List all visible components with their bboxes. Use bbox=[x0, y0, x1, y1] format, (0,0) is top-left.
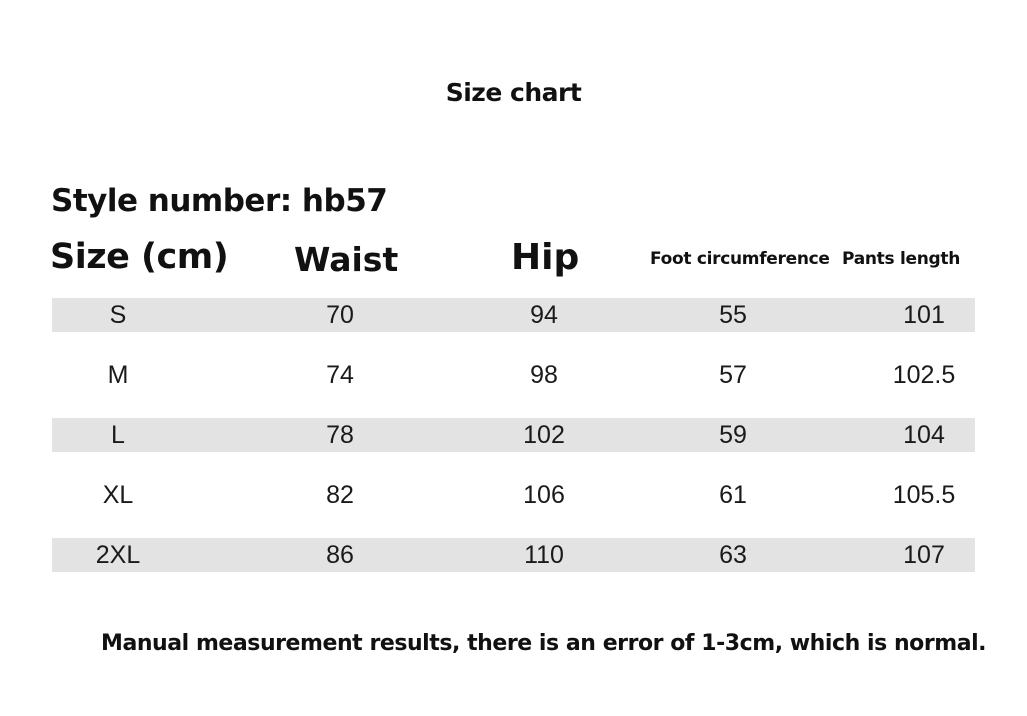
cell-hip: 102 bbox=[523, 421, 565, 449]
table-row bbox=[52, 358, 975, 392]
cell-length: 101 bbox=[903, 301, 945, 329]
cell-size: L bbox=[111, 421, 125, 449]
cell-hip: 98 bbox=[530, 361, 558, 389]
header-size: Size (cm) bbox=[50, 237, 229, 277]
cell-length: 105.5 bbox=[892, 481, 956, 509]
cell-length: 104 bbox=[903, 421, 945, 449]
table-row bbox=[52, 418, 975, 452]
measurement-note: Manual measurement results, there is an error of 1-3cm, which is normal. bbox=[101, 631, 987, 656]
cell-length: 107 bbox=[903, 541, 945, 569]
table-row bbox=[52, 478, 975, 512]
cell-foot: 57 bbox=[719, 361, 747, 389]
cell-length: 102.5 bbox=[892, 361, 956, 389]
table-row bbox=[52, 538, 975, 572]
cell-size: 2XL bbox=[95, 541, 141, 569]
cell-size: XL bbox=[102, 481, 134, 509]
cell-foot: 59 bbox=[719, 421, 747, 449]
cell-size: M bbox=[107, 361, 129, 389]
cell-waist: 74 bbox=[326, 361, 354, 389]
cell-foot: 61 bbox=[719, 481, 747, 509]
header-foot-circumference: Foot circumference bbox=[650, 249, 830, 269]
header-hip: Hip bbox=[511, 237, 580, 278]
style-number: Style number: hb57 bbox=[51, 183, 388, 219]
size-chart-title: Size chart bbox=[445, 78, 582, 107]
cell-hip: 110 bbox=[524, 541, 564, 569]
cell-foot: 55 bbox=[719, 301, 747, 329]
cell-hip: 94 bbox=[530, 301, 558, 329]
header-pants-length: Pants length bbox=[842, 249, 960, 269]
cell-waist: 78 bbox=[326, 421, 354, 449]
cell-hip: 106 bbox=[523, 481, 565, 509]
table-row bbox=[52, 298, 975, 332]
cell-size: S bbox=[109, 301, 127, 329]
header-waist: Waist bbox=[294, 240, 399, 279]
cell-waist: 70 bbox=[326, 301, 354, 329]
cell-waist: 86 bbox=[326, 541, 354, 569]
cell-waist: 82 bbox=[326, 481, 354, 509]
cell-foot: 63 bbox=[719, 541, 747, 569]
